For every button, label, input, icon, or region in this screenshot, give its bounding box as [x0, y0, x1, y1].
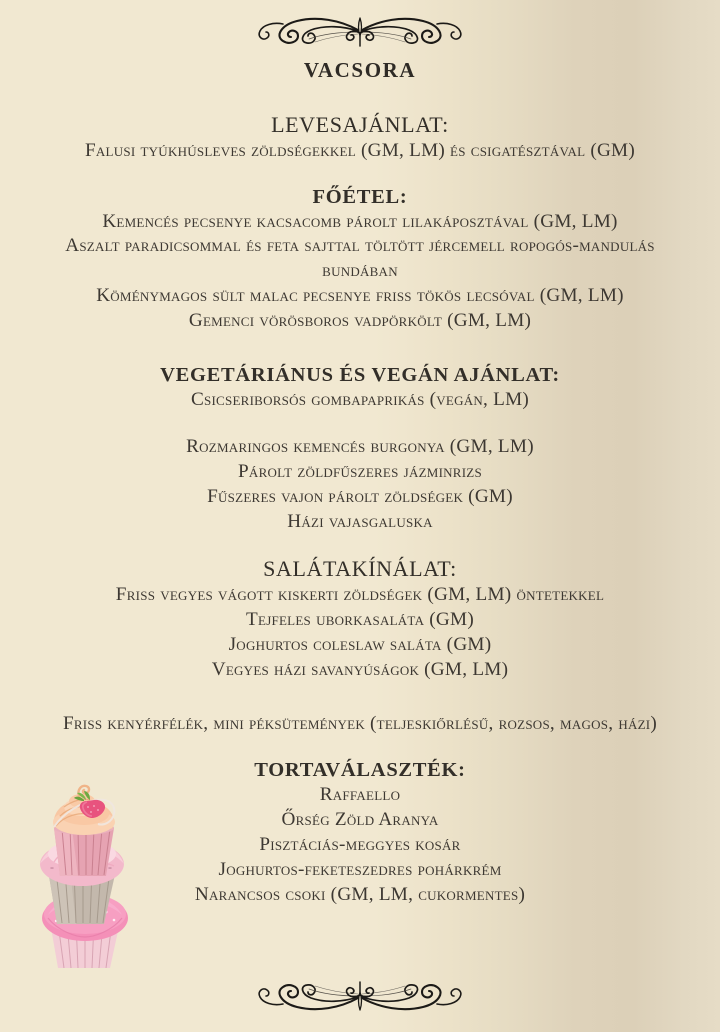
dish-item: Fűszeres vajon párolt zöldségek (GM) — [207, 486, 513, 508]
section-main-course — [0, 186, 720, 335]
dish-item: Párolt zöldfűszeres jázminrizs — [238, 461, 482, 483]
section-heading-vegetarian-vegan: VEGETÁRIÁNUS ÉS VEGÁN AJÁNLAT: — [160, 364, 560, 387]
section-heading-main-course: FŐÉTEL: — [312, 185, 408, 208]
dish-item: Joghurtos-feketeszedres pohárkrém — [218, 859, 502, 881]
dish-item: Aszalt paradicsommal és feta sajttal töltött jércemell ropogós-mandulás bundában — [65, 235, 655, 282]
section-cakes — [0, 759, 720, 908]
dish-item: Őrség Zöld Aranya — [281, 809, 439, 831]
section-heading-soup: LEVESAJÁNLAT: — [271, 112, 449, 137]
dish-item: Vegyes házi savanyúságok (GM, LM) — [211, 658, 509, 680]
section-breads — [0, 712, 720, 737]
section-salads — [0, 557, 720, 682]
dish-item: Csicseriborsós gombapaprikás (vegán, LM) — [190, 389, 530, 411]
dish-item: Friss vegyes vágott kiskerti zöldségek (GM, LM) öntetekkel — [115, 583, 605, 605]
dish-item: Narancsos csoki (GM, LM, cukormentes) — [194, 884, 526, 906]
dish-item: Kemencés pecsenye kacsacomb párolt lilakáposztával (GM, LM) — [102, 210, 618, 232]
dish-item: Rozmaringos kemencés burgonya (GM, LM) — [186, 436, 534, 458]
dish-item: Friss kenyérfélék, mini péksütemények (teljeskiőrlésű, rozsos, magos, házi) — [62, 713, 658, 735]
dish-item: Köménymagos sült malac pecsenye friss tökös lecsóval (GM, LM) — [96, 285, 624, 307]
dish-item: Házi vajasgaluska — [287, 511, 433, 533]
section-soup — [0, 113, 720, 164]
page-title: VACSORA — [303, 58, 417, 82]
bottom-flourish-ornament — [0, 978, 720, 1018]
section-heading-salads: SALÁTAKÍNÁLAT: — [263, 556, 457, 582]
dish-item: Gemenci vörösboros vadpörkölt (GM, LM) — [188, 310, 532, 332]
dish-item: Pisztáciás-meggyes kosár — [259, 834, 461, 856]
section-vegetarian-vegan — [0, 364, 720, 535]
dish-item: Raffaello — [319, 784, 401, 806]
dish-item: Joghurtos coleslaw saláta (GM) — [228, 633, 492, 655]
dish-item: Falusi tyúkhúsleves zöldségekkel (GM, LM) és csigatésztával (GM) — [84, 139, 636, 161]
section-heading-cakes: TORTAVÁLASZTÉK: — [254, 759, 466, 782]
dish-item: Tejfeles uborkasaláta (GM) — [246, 608, 474, 630]
